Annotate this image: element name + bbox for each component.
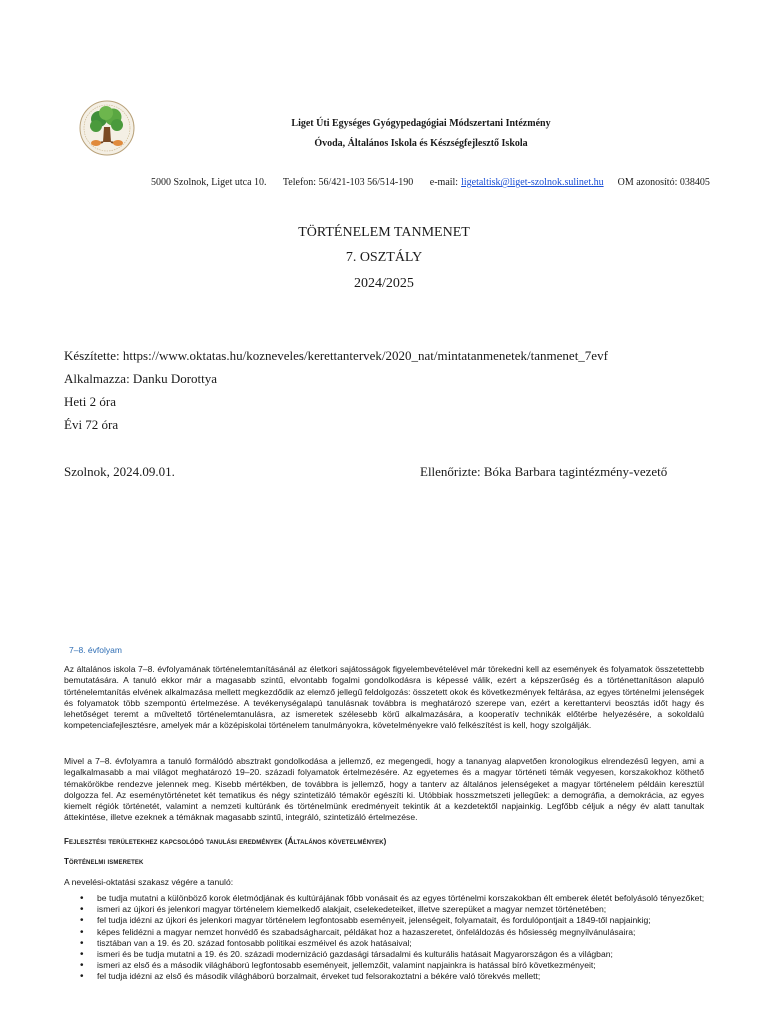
list-item: • ismeri és be tudja mutatni a 19. és 20. századi modernizáció gazdasági társadalmi és kulturális hatásait Magyarországon és a világban;	[97, 949, 737, 960]
grade-heading: 7–8. évfolyam	[69, 645, 122, 655]
school-year: 2024/2025	[354, 276, 414, 291]
author-line: Készítette: https://www.oktatas.hu/kozneveles/kerettantervek/2020_nat/mintatanmenetek/tanmenet_7evf	[64, 348, 608, 363]
om-id: OM azonosító: 038405	[617, 177, 710, 188]
yearly-hours: Évi 72 óra	[64, 417, 119, 432]
list-item: • tisztában van a 19. és 20. század fontosabb politikai eszméivel és azok hatásaival;	[97, 938, 737, 949]
class-title: 7. OSZTÁLY	[345, 250, 423, 265]
list-item: • be tudja mutatni a különböző korok életmódjának és kultúrájának főbb vonásait és az egyes történelmi korszakokban élt emberek életét befolyásoló tényezőket;	[97, 893, 737, 904]
list-item: • ismeri az első és a második világháború legfontosabb eseményeit, jellemzőit, valamint napjainkra is hatással bíró következményeit;	[97, 960, 737, 971]
institution-name: Liget Úti Egységes Gyógypedagógiai Módszertani Intézmény	[291, 118, 551, 129]
institution-subtitle: Óvoda, Általános Iskola és Készségfejlesztő Iskola	[314, 138, 528, 149]
applied-by-line: Alkalmazza: Danku Dorottya	[64, 371, 218, 386]
list-item: • képes felidézni a magyar nemzet honvédő és szabadságharcait, példákat hoz a hazaszeretet, önfeláldozás és hősiesség megnyilvánulásaira;	[97, 927, 737, 938]
address: 5000 Szolnok, Liget utca 10.	[151, 177, 267, 188]
contact-line	[151, 177, 724, 188]
intro-paragraph-1: Az általános iskola 7–8. évfolyamának történelemtanításánál az életkori sajátosságok figyelembevételével már törekedni kell az események és folyamatok összetettebb bemutatására. A tanuló ekkor már a magasabb szintű, elvontabb fogalmi gondolkodásra is képessé válik, ezért a képszerűség és a történettanításon alapuló történelemtanítás elvének alkalmazása mellett megkezdődik az elemző jellegű feldolgozás: összetett okok és következmények feltárása, az egyes történelmi jelenségek és folyamatok több szempontú értelmezése. A tevékenységalapú tanulásnak továbbra is meghatározó szerepe van, ezért a kerettantervi beosztás időt hagy és lehetőséget teremt a műveltető történelemtanulásra, az ismeretek szélesebb körű alkalmazására, a kooperatív technikák előtérbe helyezésére, a sokoldalú kompetenciafejlesztésre, amelyek már a középiskolai történelem tanulmányokra, követelményekre való felkészítést is kell, hogy szolgálják.	[64, 664, 704, 731]
list-item: • fel tudja idézni az újkori és jelenkori magyar történelem legfontosabb eseményeit, jelenségeit, folyamatait, és fordulópontjait a 1849-től napjainkig;	[97, 915, 737, 926]
weekly-hours: Heti 2 óra	[64, 394, 116, 409]
goals-intro: A nevelési-oktatási szakasz végére a tanuló:	[64, 877, 234, 887]
list-item: • ismeri az újkori és jelenkori magyar történelem kiemelkedő alakjait, cselekedeteiket, illetve szerepüket a magyar nemzet történetében;	[97, 904, 737, 915]
phone: Telefon: 56/421-103 56/514-190	[282, 177, 414, 188]
subsection-heading: Történelmi ismeretek	[64, 857, 144, 866]
intro-paragraph-2: Mivel a 7–8. évfolyamra a tanuló formálódó absztrakt gondolkodása a jellemző, ez megengedi, hogy a tananyag alapvetően kronologikus elrendezésű legyen, ami a legalkalmasabb a mai világot meghatározó 19–20. századi folyamatok értelmezésére. Az egyetemes és a magyar történeti témák vegyesen, korszakokhoz köthető témakörökbe rendezve jelennek meg. Kisebb mértékben, de továbbra is jellemző, hogy a tanterv az általános jelenségeket a magyar történelem példáin keresztül dolgozza fel. Az eseménytörténetet két tematikus és négy szintetizáló témakör egészíti ki. Utóbbiak hosszmetszeti jellegűek: a demográfia, a demokrácia, az egyes kiemelt régiók történetét, valamint a nemzeti kultúránk és történelmünk eredményeit tekintik át a kezdetektől napjainkig. Legfőbb céljuk a négy év alatt tanultak áttekintése, illetve ezeknek a témáknak magasabb szintű, integráló, szintetizáló értelmezése.	[64, 756, 704, 823]
checked-by-line: Ellenőrizte: Bóka Barbara tagintézmény-vezető	[420, 464, 668, 479]
date-line: Szolnok, 2024.09.01.	[64, 464, 175, 479]
email-link[interactable]: ligetaltisk@liget-szolnok.sulinet.hu	[461, 177, 604, 188]
goals-list	[64, 893, 737, 983]
section-heading: Fejlesztési területekhez kapcsolódó tanulási eredmények (Általános követelmények)	[64, 837, 387, 846]
list-item: • fel tudja idézni az első és második világháború borzalmait, érveket tud felsorakoztatni a békére való törekvés mellett;	[97, 971, 737, 982]
email-label: e-mail:	[429, 177, 459, 188]
document-title: TÖRTÉNELEM TANMENET	[298, 225, 470, 240]
